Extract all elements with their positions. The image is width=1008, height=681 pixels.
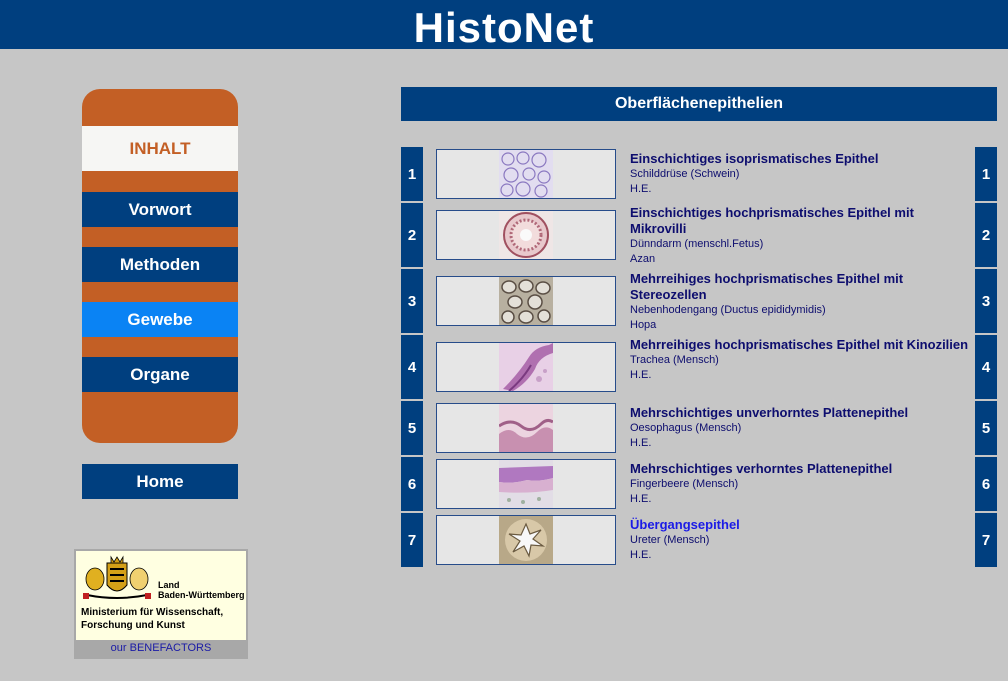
histology-thumbnail bbox=[499, 460, 553, 508]
entry-info bbox=[630, 151, 970, 197]
ministry-line-2: Forschung und Kunst bbox=[81, 620, 185, 631]
nav-item-organe[interactable]: Organe bbox=[82, 357, 238, 392]
row-number-right: 3 bbox=[975, 269, 997, 333]
entry-info bbox=[630, 205, 970, 267]
row-number-right: 2 bbox=[975, 203, 997, 267]
row-number-left: 4 bbox=[401, 335, 423, 399]
row-number-left: 2 bbox=[401, 203, 423, 267]
nav-item-vorwort[interactable]: Vorwort bbox=[82, 192, 238, 227]
thumbnail-link[interactable] bbox=[436, 276, 616, 326]
state-label: Baden-Württemberg bbox=[158, 590, 245, 600]
entry-source: Ureter (Mensch) bbox=[630, 534, 710, 546]
row-number-right: 6 bbox=[975, 457, 997, 511]
list-item bbox=[401, 401, 997, 455]
thumbnail-link[interactable] bbox=[436, 403, 616, 453]
ministry-logo[interactable] bbox=[76, 551, 246, 640]
thumbnail-link[interactable] bbox=[436, 210, 616, 260]
entry-title-link[interactable]: Einschichtiges isoprismatisches Epithel bbox=[630, 151, 879, 166]
entry-info bbox=[630, 271, 970, 333]
row-number-right: 4 bbox=[975, 335, 997, 399]
entry-title-link[interactable]: Mehrreihiges hochprismatisches Epithel mit Stereozellen bbox=[630, 271, 904, 302]
nav-item-inhalt[interactable]: INHALT bbox=[82, 126, 238, 171]
entry-stain: H.E. bbox=[630, 437, 652, 449]
entry-source: Nebenhodengang (Ductus epididymidis) bbox=[630, 304, 826, 316]
row-number-left: 7 bbox=[401, 513, 423, 567]
entry-stain: H.E. bbox=[630, 183, 652, 195]
section-title: Oberflächenepithelien bbox=[401, 87, 997, 121]
list-item bbox=[401, 203, 997, 267]
entry-stain: Hopa bbox=[630, 319, 657, 331]
histology-thumbnail bbox=[499, 211, 553, 259]
entry-info bbox=[630, 337, 970, 383]
top-banner bbox=[0, 0, 1008, 49]
row-number-right: 7 bbox=[975, 513, 997, 567]
list-item bbox=[401, 147, 997, 201]
home-button[interactable]: Home bbox=[82, 464, 238, 499]
thumbnail-link[interactable] bbox=[436, 459, 616, 509]
thumbnail-link[interactable] bbox=[436, 149, 616, 199]
entry-title-link[interactable]: Übergangsepithel bbox=[630, 517, 740, 532]
entry-stain: H.E. bbox=[630, 369, 652, 381]
thumbnail-link[interactable] bbox=[436, 515, 616, 565]
entry-title-link[interactable]: Mehrreihiges hochprismatisches Epithel mit Kinozilien bbox=[630, 337, 969, 352]
entry-source: Dünndarm (menschl.Fetus) bbox=[630, 238, 764, 250]
entry-stain: Azan bbox=[630, 253, 656, 265]
main-nav bbox=[82, 89, 238, 443]
row-number-left: 1 bbox=[401, 147, 423, 201]
entry-stain: H.E. bbox=[630, 549, 652, 561]
entry-title-link[interactable]: Mehrschichtiges unverhorntes Plattenepithel bbox=[630, 405, 909, 420]
entry-source: Trachea (Mensch) bbox=[630, 354, 719, 366]
site-title: HistoNet bbox=[413, 4, 595, 51]
histology-thumbnail bbox=[499, 404, 553, 452]
ministry-name bbox=[81, 606, 246, 632]
land-label: Land bbox=[158, 580, 180, 590]
list-item bbox=[401, 335, 997, 399]
row-number-right: 5 bbox=[975, 401, 997, 455]
row-number-left: 3 bbox=[401, 269, 423, 333]
row-number-left: 5 bbox=[401, 401, 423, 455]
entry-info bbox=[630, 517, 970, 563]
list-item bbox=[401, 513, 997, 567]
benefactors-link[interactable]: our BENEFACTORS bbox=[110, 642, 212, 654]
entry-info bbox=[630, 405, 970, 451]
entry-source: Fingerbeere (Mensch) bbox=[630, 478, 739, 490]
coat-of-arms-icon bbox=[81, 555, 153, 603]
histology-thumbnail bbox=[499, 516, 553, 564]
nav-item-gewebe[interactable]: Gewebe bbox=[82, 302, 238, 337]
thumbnail-link[interactable] bbox=[436, 342, 616, 392]
entry-source: Oesophagus (Mensch) bbox=[630, 422, 742, 434]
entry-stain: H.E. bbox=[630, 493, 652, 505]
histology-thumbnail bbox=[499, 277, 553, 325]
entry-info bbox=[630, 461, 970, 507]
histology-thumbnail bbox=[499, 343, 553, 391]
nav-item-methoden[interactable]: Methoden bbox=[82, 247, 238, 282]
row-number-left: 6 bbox=[401, 457, 423, 511]
list-item bbox=[401, 457, 997, 511]
entry-source: Schilddrüse (Schwein) bbox=[630, 168, 740, 180]
ministry-line-1: Ministerium für Wissenschaft, bbox=[81, 607, 224, 618]
entry-title-link[interactable]: Einschichtiges hochprismatisches Epithel mit Mikrovilli bbox=[630, 205, 914, 236]
benefactor-box bbox=[74, 549, 248, 659]
histology-thumbnail bbox=[499, 150, 553, 198]
entry-title-link[interactable]: Mehrschichtiges verhorntes Plattenepithel bbox=[630, 461, 893, 476]
row-number-right: 1 bbox=[975, 147, 997, 201]
list-item bbox=[401, 269, 997, 333]
